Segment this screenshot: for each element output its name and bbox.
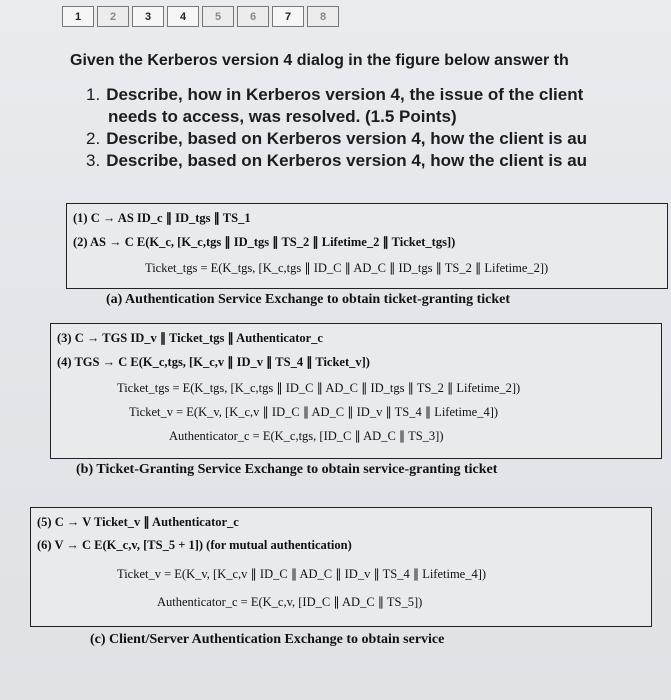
page-7-button[interactable]: 7	[272, 6, 304, 27]
figure-a-step-2: (2) AS → C E(K_c, [K_c,tgs ∥ ID_tgs ∥ TS_2 ∥ Lifetime_2 ∥ Ticket_tgs])	[73, 235, 456, 249]
question-number: 3.	[86, 151, 101, 170]
page-2-button[interactable]: 2	[97, 6, 129, 27]
figure-b-authenticator: Authenticator_c = E(K_c,tgs, [ID_C ∥ AD_C ∥ TS_3])	[169, 429, 444, 443]
question-item-2	[86, 128, 671, 150]
figure-c-authenticator: Authenticator_c = E(K_c,v, [ID_C ∥ AD_C ∥ TS_5])	[157, 595, 423, 609]
figure-c-caption: (c) Client/Server Authentication Exchange to obtain service	[90, 632, 445, 647]
figure-b-step-3: (3) C → TGS ID_v ∥ Ticket_tgs ∥ Authenticator_c	[57, 331, 323, 345]
question-title: Given the Kerberos version 4 dialog in the figure below answer th	[70, 52, 569, 69]
page-1-button[interactable]: 1	[62, 6, 94, 27]
figure-a-step-1: (1) C → AS ID_c ∥ ID_tgs ∥ TS_1	[73, 211, 251, 225]
question-list	[86, 84, 671, 172]
figure-c-ticket-v: Ticket_v = E(K_v, [K_c,v ∥ ID_C ∥ AD_C ∥ ID_v ∥ TS_4 ∥ Lifetime_4])	[117, 567, 487, 581]
figure-b-box	[50, 323, 662, 459]
page-3-button[interactable]: 3	[132, 6, 164, 27]
page-number-strip	[62, 6, 342, 28]
figure-c-step-5: (5) C → V Ticket_v ∥ Authenticator_c	[37, 515, 239, 529]
question-text: Describe, based on Kerberos version 4, how the client is au	[106, 129, 588, 148]
figure-a-box	[66, 203, 668, 289]
figure-b-ticket-tgs: Ticket_tgs = E(K_tgs, [K_c,tgs ∥ ID_C ∥ AD_C ∥ ID_tgs ∥ TS_2 ∥ Lifetime_2])	[117, 381, 521, 395]
figure-b-ticket-v: Ticket_v = E(K_v, [K_c,v ∥ ID_C ∥ AD_C ∥ ID_v ∥ TS_4 ∥ Lifetime_4])	[129, 405, 499, 419]
page-8-button[interactable]: 8	[307, 6, 339, 27]
question-text: Describe, how in Kerberos version 4, the issue of the client	[106, 85, 584, 104]
figure-b-caption: (b) Ticket-Granting Service Exchange to obtain service-granting ticket	[76, 462, 498, 477]
page-6-button[interactable]: 6	[237, 6, 269, 27]
question-number: 2.	[86, 129, 101, 148]
question-number: 1.	[86, 85, 101, 104]
figure-c-box	[30, 507, 652, 627]
figure-a-caption: (a) Authentication Service Exchange to obtain ticket-granting ticket	[106, 292, 511, 307]
page-5-button[interactable]: 5	[202, 6, 234, 27]
page-4-button[interactable]: 4	[167, 6, 199, 27]
question-item-1	[86, 84, 671, 128]
figure-b-step-4: (4) TGS → C E(K_c,tgs, [K_c,v ∥ ID_v ∥ TS_4 ∥ Ticket_v])	[57, 355, 370, 369]
question-item-3	[86, 150, 671, 172]
question-text: Describe, based on Kerberos version 4, how the client is au	[106, 151, 588, 170]
question-text-continued: needs to access, was resolved. (1.5 Points)	[108, 107, 457, 126]
figure-c-step-6: (6) V → C E(K_c,v, [TS_5 + 1]) (for mutual authentication)	[37, 538, 352, 552]
figure-a-ticket-tgs: Ticket_tgs = E(K_tgs, [K_c,tgs ∥ ID_C ∥ AD_C ∥ ID_tgs ∥ TS_2 ∥ Lifetime_2])	[145, 261, 549, 275]
